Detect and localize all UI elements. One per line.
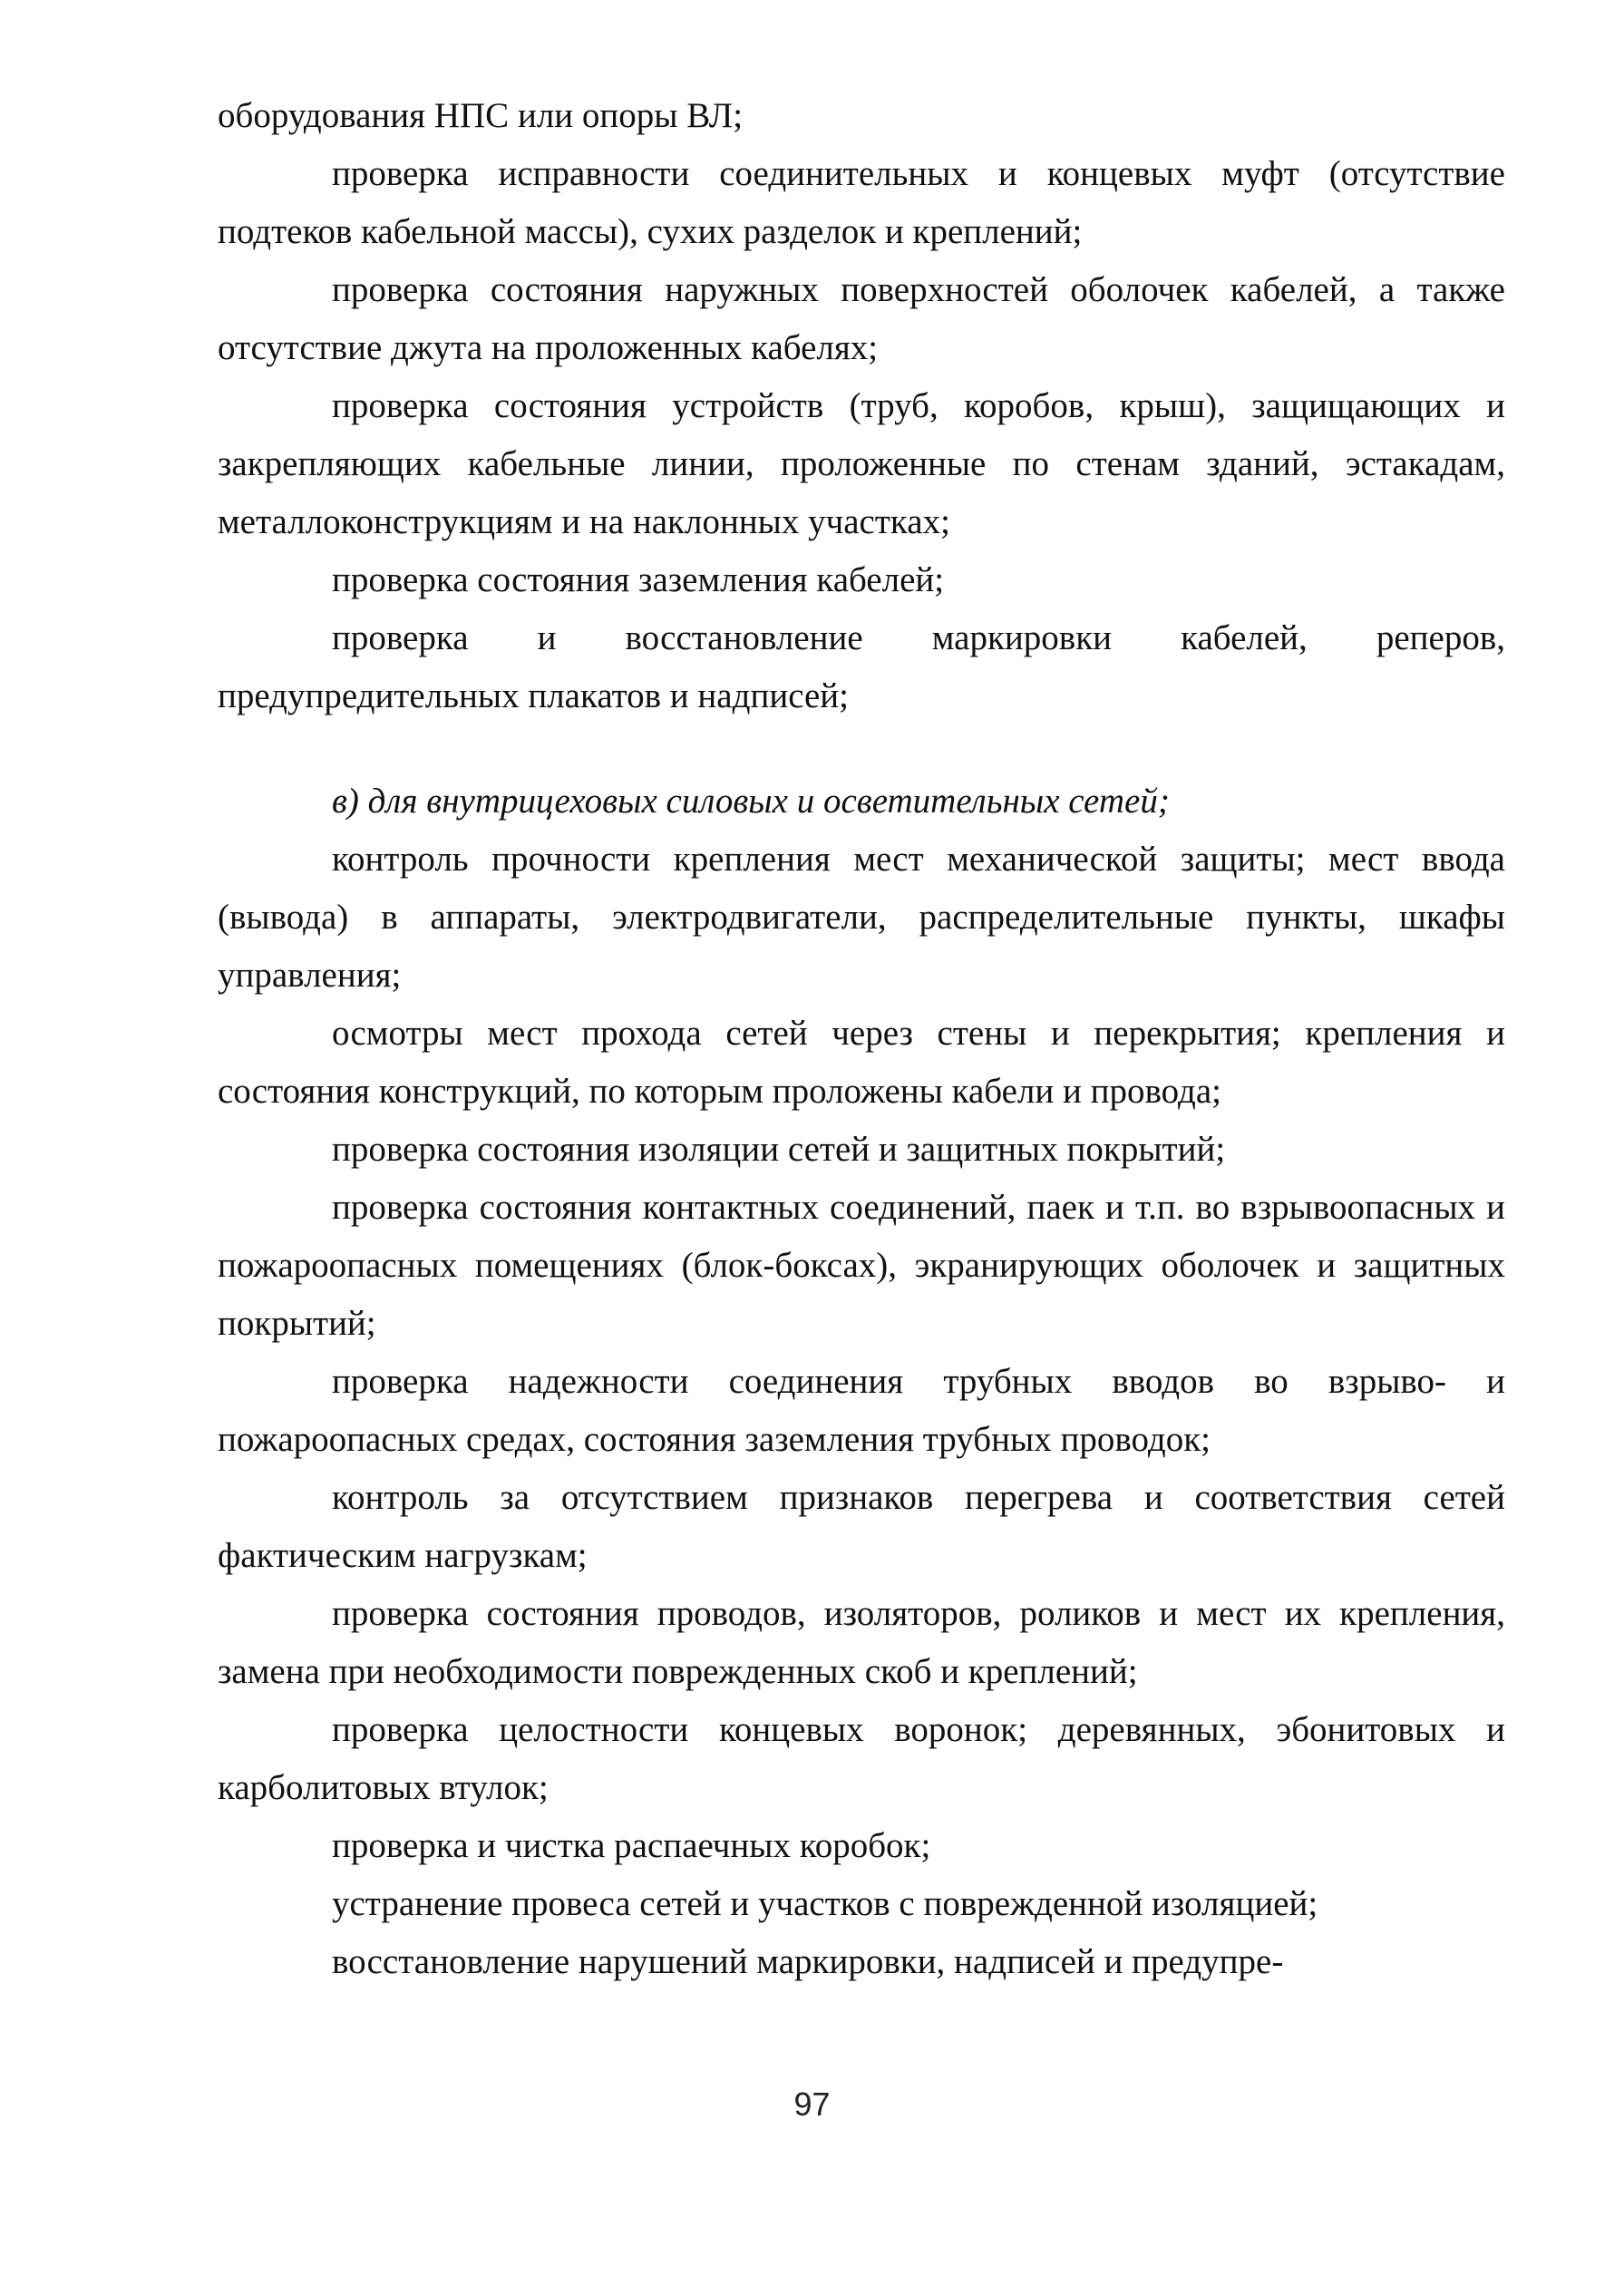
paragraph: проверка состояния заземления кабелей; (332, 560, 945, 599)
paragraph: проверка состояния контактных соединений, паек и т.п. во взрывоопасных и пожароопасных помещениях (блок-боксах), экранирующих оболочек и защитных покрытий; (218, 1188, 1505, 1343)
paragraph: проверка состояния изоляции сетей и защитных покрытий; (332, 1130, 1226, 1169)
paragraph: восстановление нарушений маркировки, надписей и предупре- (332, 1942, 1284, 1981)
document-page (218, 87, 1505, 1991)
paragraph: проверка состояния наружных поверхностей оболочек кабелей, а также отсутствие джута на проложенных кабелях; (218, 270, 1505, 367)
paragraph: проверка и чистка распаечных коробок; (332, 1826, 931, 1865)
paragraph: проверка состояния проводов, изоляторов, роликов и мест их крепления, замена при необходимости поврежденных скоб и креплений; (218, 1594, 1505, 1691)
paragraph: проверка надежности соединения трубных вводов во взрыво- и пожароопасных средах, состояния заземления трубных проводок; (218, 1362, 1505, 1459)
paragraph: устранение провеса сетей и участков с поврежденной изоляцией; (332, 1884, 1318, 1923)
section-heading: в) для внутрицеховых силовых и осветительных сетей; (332, 782, 1170, 821)
paragraph: контроль прочности крепления мест механической защиты; мест ввода (вывода) в аппараты, электродвигатели, распределительные пункты, шкафы управления; (218, 840, 1505, 995)
paragraph: контроль за отсутствием признаков перегрева и соответствия сетей фактическим нагрузкам; (218, 1478, 1505, 1575)
paragraph: оборудования НПС или опоры ВЛ; (218, 96, 744, 135)
paragraph: проверка состояния устройств (труб, коробов, крыш), защищающих и закрепляющих кабельные линии, проложенные по стенам зданий, эстакадам, металлоконструкциям и на наклонных участках; (218, 386, 1505, 541)
paragraph: проверка исправности соединительных и концевых муфт (отсутствие подтеков кабельной массы), сухих разделок и креплений; (218, 154, 1505, 251)
paragraph: проверка и восстановление маркировки кабелей, реперов, предупредительных плакатов и надписей; (218, 618, 1505, 715)
paragraph: осмотры мест прохода сетей через стены и перекрытия; крепления и состояния конструкций, по которым проложены кабели и провода; (218, 1014, 1505, 1111)
page-number: 97 (793, 2085, 831, 2123)
paragraph: проверка целостности концевых воронок; деревянных, эбонитовых и карболитовых втулок; (218, 1710, 1505, 1807)
